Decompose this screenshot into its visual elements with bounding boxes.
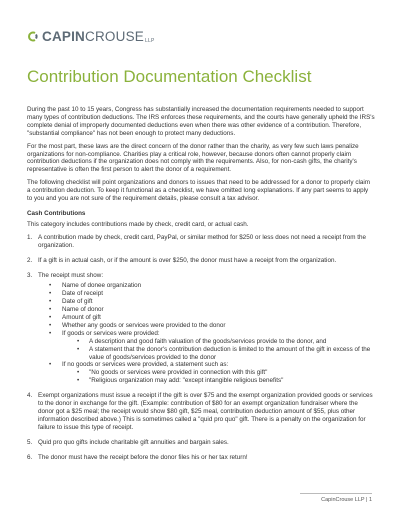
checklist-item <box>27 272 375 386</box>
bullet-icon: • <box>77 337 80 345</box>
item-text: The donor must have the receipt before the donor files his or her tax return! <box>38 453 248 461</box>
list-item <box>49 290 375 298</box>
company-logo <box>27 30 154 44</box>
checklist-item <box>27 454 375 462</box>
list-item-text: Amount of gift <box>62 314 101 322</box>
bullet-icon: • <box>49 321 52 329</box>
item-text: If a gift is in actual cash, or if the amount is over $250, the donor must have a receipt from the organization. <box>38 256 337 264</box>
list-item-text: If no goods or services were provided, a statement such as: <box>62 361 229 369</box>
intro-paragraph-3: The following checklist will point organizations and donors to issues that need to be addressed for a donor to properly claim a contribution deduction. To keep it functional as a checklist, we have omitted long explanations. If any part seems to apply to you and you are not sure of the requirement details, please consult a tax advisor. <box>27 179 371 203</box>
list-item-text: Date of gift <box>62 298 93 306</box>
list-item <box>49 329 375 362</box>
sub-list-item <box>77 345 375 362</box>
item-number: 4. <box>27 392 33 400</box>
item-number: 1. <box>27 233 33 241</box>
sub-list-item-text: "No goods or services were provided in connection with this gift" <box>89 369 268 377</box>
sub-list <box>62 369 375 385</box>
checklist <box>27 234 375 462</box>
list-item <box>49 298 375 306</box>
sub-list <box>62 338 375 362</box>
item-number: 3. <box>27 271 33 279</box>
list-item-text: Date of receipt <box>62 290 103 298</box>
logo-wordmark <box>42 30 154 44</box>
item-text: Exempt organizations must issue a receipt if the gift is over $75 and the exempt organization provided goods or services to the donor in exchange for the gift. (Example: contribution of $80 for an exempt organization fundraiser where the donor got a $25 meal; the receipt would show $80 gift, $25 meal, contribution deduction amount of $55, plus other information described above.) This is sometimes called a "quid pro quo" gift. There is a penalty on the organization for failure to issue this type of receipt. <box>38 392 373 431</box>
sub-list-item-text: "Religious organization may add: "except intangible religious benefits" <box>89 377 284 385</box>
list-item-text: Whether any goods or services were provided to the donor <box>62 321 226 329</box>
bullet-icon: • <box>77 345 80 353</box>
item-text: The receipt must show: <box>38 271 104 279</box>
list-item <box>49 282 375 290</box>
sub-list-item-text: A statement that the donor's contribution deduction is limited to the amount of the gift in excess of the value of goods/services provided to the donor <box>89 345 371 361</box>
intro-paragraph-2: For the most part, these laws are the direct concern of the donor rather than the charity, as very few such laws penalize organizations for non-compliance. Charities play a critical role, however, because donors often cannot properly claim contribution deductions if the organization does not comply with the requirements. Also, for non-cash gifts, the charity's representative is often the first person to alert the donor of a requirement. <box>27 142 359 174</box>
document-body <box>27 106 375 469</box>
item-text: Quid pro quo gifts include charitable gift annuities and bargain sales. <box>38 438 229 446</box>
footer-divider <box>300 493 372 494</box>
bullet-icon: • <box>49 298 52 306</box>
receipt-requirements-list <box>38 282 375 385</box>
logo-crouse: CROUSE <box>85 29 144 44</box>
bullet-icon: • <box>49 314 52 322</box>
item-number: 5. <box>27 438 33 446</box>
section-heading: Cash Contributions <box>27 209 86 217</box>
page-title: Contribution Documentation Checklist <box>27 67 312 86</box>
page-footer: CapinCrouse LLP | 1 <box>321 497 372 503</box>
list-item-text: If goods or services were provided: <box>62 329 160 337</box>
list-item-text: Name of donee organization <box>62 282 142 290</box>
bullet-icon: • <box>49 361 52 369</box>
bullet-icon: • <box>49 306 52 314</box>
item-number: 6. <box>27 453 33 461</box>
intro-paragraph-1: During the past 10 to 15 years, Congress has substantially increased the documentation requirements needed to support many types of contribution deductions. The IRS enforces these requirements, and the courts have generally upheld the IRS's complete denial of improperly documented deductions even when there was other evidence of a contribution. Therefore, "substantial compliance" has not been enough to protect many deductions. <box>27 106 375 137</box>
section-intro: This category includes contributions made by check, credit card, or actual cash. <box>27 220 249 228</box>
checklist-item <box>27 392 375 432</box>
list-item <box>49 306 375 314</box>
sub-list-item <box>77 337 375 346</box>
item-text: A contribution made by check, credit card, PayPal, or similar method for $250 or less does not need a receipt from the organization. <box>38 233 366 249</box>
list-item <box>49 361 375 385</box>
bullet-icon: • <box>49 290 52 298</box>
list-item-text: Name of donor <box>62 306 104 314</box>
checklist-item <box>27 439 375 447</box>
logo-capin: CAPIN <box>42 29 86 44</box>
bullet-icon: • <box>77 377 80 385</box>
logo-llp: LLP <box>144 37 155 44</box>
capin-crouse-logo-icon <box>27 31 38 42</box>
list-item <box>49 314 375 322</box>
bullet-icon: • <box>49 282 52 290</box>
sub-list-item <box>77 377 375 385</box>
sub-list-item-text: A description and good faith valuation of the goods/services provide to the donor, and <box>89 337 327 345</box>
checklist-item <box>27 257 375 265</box>
checklist-item <box>27 234 375 250</box>
list-item <box>49 321 375 330</box>
item-number: 2. <box>27 256 33 264</box>
bullet-icon: • <box>49 329 52 337</box>
bullet-icon: • <box>77 369 80 377</box>
sub-list-item <box>77 369 375 377</box>
